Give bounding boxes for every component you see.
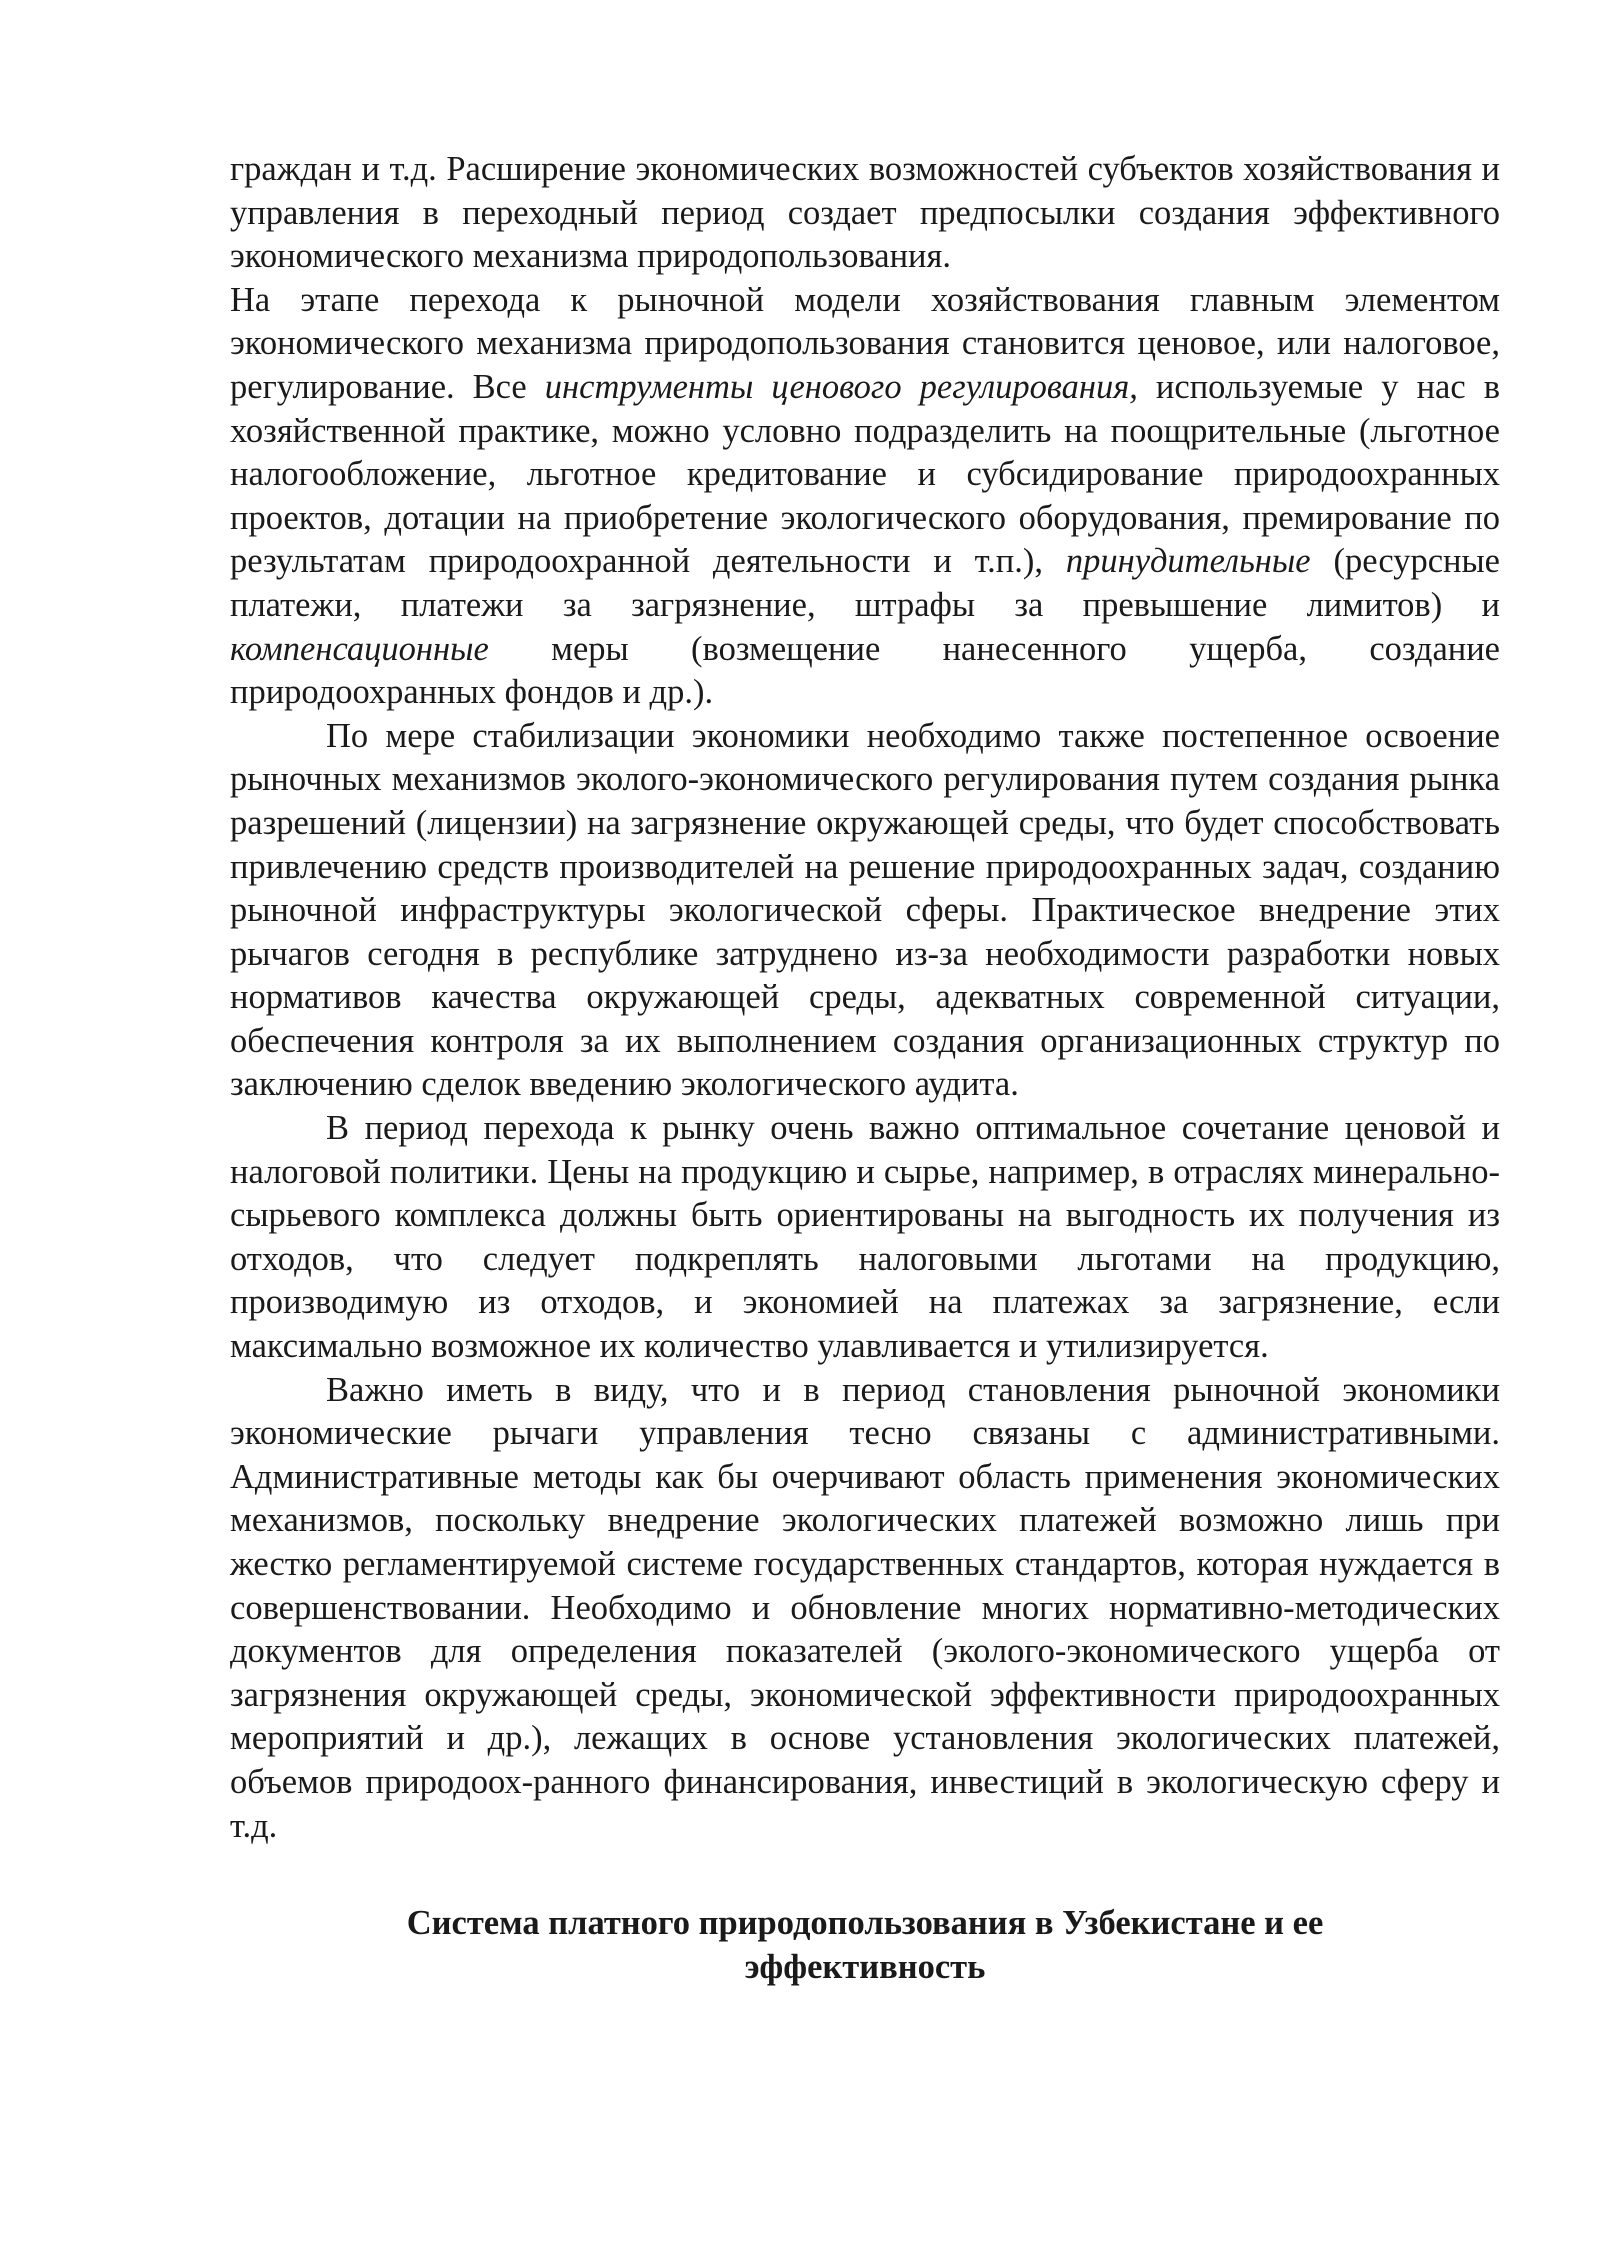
- paragraph-2-text-c: (ресурсные платежи, платежи за загрязнение, штрафы за превышение лимитов) и: [230, 542, 1500, 624]
- paragraph-3-text: По мере стабилизации экономики необходимо также постепенное освоение рыночных механизмов эколого-экономического регулирования путем создания рынка разрешений (лицензии) на загрязнение окружающей среды, что будет способствовать привлечению средств производителей на решение природоохранных задач, созданию рыночной инфраструктуры экологической сферы. Практическое внедрение этих рычагов сегодня в республике затруднено из-за необходимости разработки новых нормативов качества окружающей среды, адекватных современной ситуации, обеспечения контроля за их выполнением создания организационных структур по заключению сделок введению экологического аудита.: [230, 716, 1500, 1104]
- paragraph-3: [230, 715, 1500, 1107]
- paragraph-1-text: граждан и т.д. Расширение экономических возможностей субъектов хозяйствования и управления в переходный период создает предпосылки создания эффективного экономического механизма природопользования.: [230, 150, 1500, 276]
- paragraph-4-text: В период перехода к рынку очень важно оптимальное сочетание ценовой и налоговой политики. Цены на продукцию и сырье, например, в отраслях минерально-сырьевого комплекса должны быть ориентированы на выгодность их получения из отходов, что следует подкреплять налоговыми льготами на продукцию, производимую из отходов, и экономией на платежах за загрязнение, если максимально возможное их количество улавливается и утилизируется.: [230, 1109, 1500, 1366]
- paragraph-2-text-b: используемые у нас в хозяйственной практике, можно условно подразделить на поощрительные (льготное налогообложение, льготное кредитование и субсидирование природоохранных проектов, дотации на приобретение экологического оборудования, премирование по результатам природоохранной деятельности и т.п.),: [230, 367, 1500, 581]
- paragraph-2-text-d: меры (возмещение нанесенного ущерба, создание природоохранных фондов и др.).: [230, 629, 1500, 712]
- document-page: [230, 148, 1500, 1989]
- section-heading-line-1: Система платного природопользования в Узбекистане и ее: [406, 1904, 1324, 1943]
- section-heading: [230, 1902, 1500, 1989]
- paragraph-1: [230, 148, 1500, 279]
- paragraph-5: [230, 1369, 1500, 1849]
- paragraph-2-emphasis-price-tools: инструменты ценового регулирования,: [544, 367, 1138, 406]
- paragraph-2-emphasis-coercive: принудительные: [1065, 542, 1311, 581]
- paragraph-5-text: Важно иметь в виду, что и в период становления рыночной экономики экономические рычаги управления тесно связаны с административными. Административные методы как бы очерчивают область применения экономических механизмов, поскольку внедрение экологических платежей возможно лишь при жестко регламентируемой системе государственных стандартов, которая нуждается в совершенствовании. Необходимо и обновление многих нормативно-методических документов для определения показателей (эколого-экономического ущерба от загрязнения окружающей среды, экономической эффективности природоохранных мероприятий и др.), лежащих в основе установления экологических платежей, объемов природоох-ранного финансирования, инвестиций в экологическую сферу и т.д.: [230, 1370, 1500, 1845]
- paragraph-4: [230, 1107, 1500, 1369]
- paragraph-2-text-a: На этапе перехода к рыночной модели хозяйствования главным элементом экономического механизма природопользования становится ценовое, или налоговое, регулирование. Все: [230, 280, 1500, 406]
- paragraph-2: [230, 279, 1500, 715]
- section-heading-line-2: эффективность: [744, 1947, 986, 1986]
- paragraph-2-emphasis-compensatory: компенсационные: [230, 629, 489, 668]
